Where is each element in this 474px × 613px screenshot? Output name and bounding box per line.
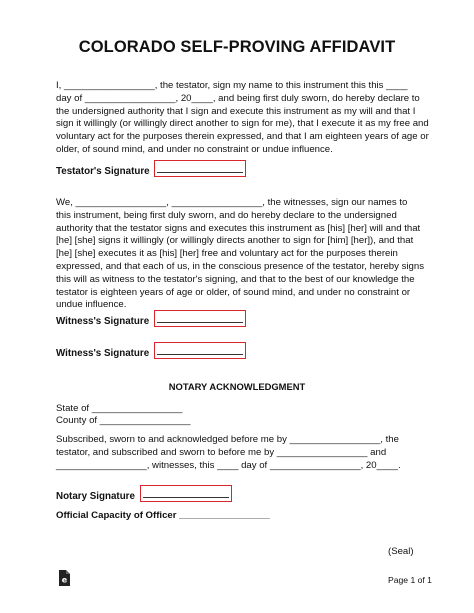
witness-signature-field-1[interactable] [154, 310, 246, 327]
witness-signature-row-1 [56, 310, 246, 327]
testator-signature-field[interactable] [154, 160, 246, 177]
notary-acknowledgment-heading: NOTARY ACKNOWLEDGMENT [168, 381, 306, 392]
paragraph-line: this will as witness to the testator's signing, and that to the best of our knowledge the [56, 273, 415, 285]
notary-signature-label: Notary Signature [56, 491, 135, 502]
paragraph-line: testator is eighteen years of age or older, of sound mind, and under no constraint or [56, 286, 411, 298]
witness-signature-label: Witness's Signature [56, 348, 150, 359]
seal-label: (Seal) [388, 546, 414, 557]
notary-statement-paragraph [56, 434, 426, 472]
notary-signature-field[interactable] [140, 485, 232, 502]
paragraph-line: [he] [she] executes it as [his] [her] free and voluntary act for the purposes therein [56, 248, 398, 260]
paragraph-line: authority that the testator signs and executes this instrument as [his] [her] will and that [56, 222, 421, 234]
testator-signature-label: Testator's Signature [56, 166, 150, 177]
paragraph-line: older, of sound mind, and under no constraint or undue influence. [56, 143, 333, 155]
paragraph-line: _________________, witnesses, this ____ day of _________________, 20____. [56, 459, 401, 471]
paragraph-line: the undersigned authority that I sign and execute this instrument as my will and that I [56, 105, 416, 117]
paragraph-line: testator, and subscribed and sworn to before me by _________________ and [56, 446, 387, 458]
document-title: COLORADO SELF-PROVING AFFIDAVIT [78, 38, 396, 56]
paragraph-line: voluntary act for the purposes therein expressed, and that I am eighteen years of age or [56, 131, 429, 143]
paragraph-line: [he] [she] signs it willingly (or willingly directs another to sign for [him] [her]), and that [56, 235, 414, 247]
paragraph-line: I, _________________, the testator, sign my name to this instrument this this ____ [56, 80, 408, 91]
document-logo-icon [58, 570, 70, 586]
testator-signature-row [56, 160, 246, 177]
paragraph-line: sign it willingly (or willingly direct another to sign for me), that I execute it as my free and [56, 118, 429, 130]
witness-declaration-paragraph [56, 197, 426, 312]
svg-text:e: e [61, 575, 68, 585]
witness-signature-row-2 [56, 342, 246, 359]
paragraph-line: this instrument, being first duly sworn, and do hereby declare to the undersigned [56, 209, 397, 221]
paragraph-line: expressed, and that each of us, in the conscious presence of the testator, hereby signs [56, 260, 424, 272]
paragraph-line: day of _________________, 20____, and being first duly sworn, do hereby declare to [56, 92, 420, 104]
notary-signature-row [56, 485, 232, 502]
paragraph-line: undue influence. [56, 299, 127, 311]
witness-signature-label: Witness's Signature [56, 316, 150, 327]
page-number: Page 1 of 1 [388, 575, 432, 585]
testator-declaration-paragraph [56, 80, 429, 157]
paragraph-line: Subscribed, sworn to and acknowledged before me by _________________, the [56, 434, 399, 445]
official-capacity-line: Official Capacity of Officer _________________ [56, 510, 270, 521]
county-of-line: County of _________________ [56, 415, 191, 426]
paragraph-line: We, _________________, _________________, the witnesses, sign our names to [56, 197, 408, 208]
official-capacity-row [56, 510, 270, 521]
witness-signature-field-2[interactable] [154, 342, 246, 359]
state-of-line: State of _________________ [56, 403, 183, 414]
